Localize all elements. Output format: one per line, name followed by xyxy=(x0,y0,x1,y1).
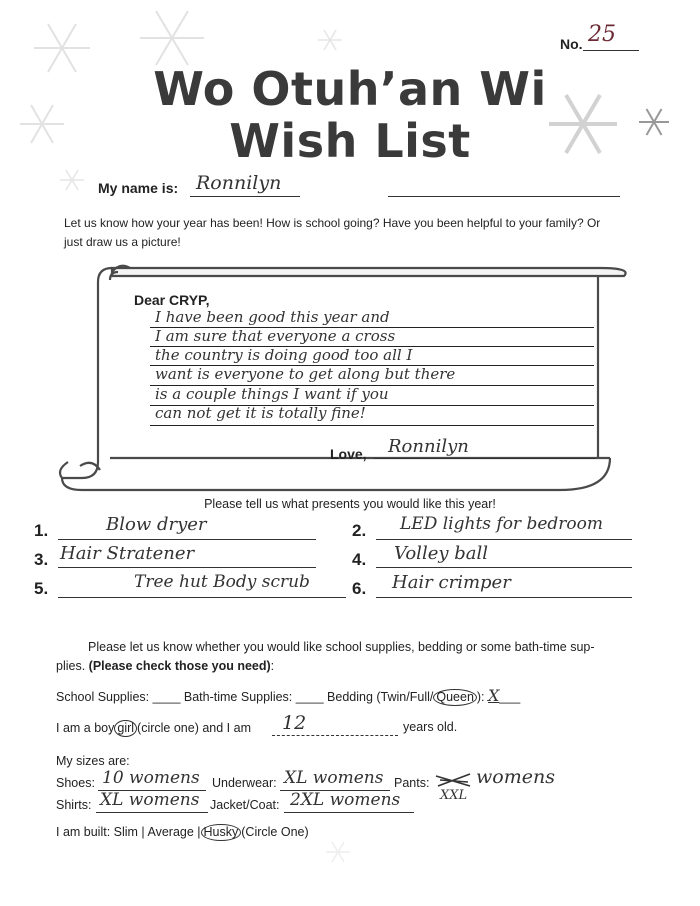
page-title: Wo Otuh’an Wi xyxy=(153,62,547,116)
present-underline xyxy=(58,567,316,568)
sizes-heading: My sizes are: xyxy=(56,754,130,768)
supplies-checklist xyxy=(56,686,520,706)
present-item: Hair crimper xyxy=(392,572,511,593)
present-number: 1. xyxy=(34,521,49,540)
jacket-value: 2XL womens xyxy=(290,790,401,810)
letter-signature: Ronnilyn xyxy=(388,436,469,457)
supplies-prompt-line-1: Please let us know whether you would like school supplies, bedding or some bath-time sup- xyxy=(88,640,595,654)
name-value: Ronnilyn xyxy=(196,172,282,194)
pants-value: womens xyxy=(476,766,555,788)
shoes-value: 10 womens xyxy=(102,768,200,788)
present-number: 5. xyxy=(34,579,49,598)
present-number: 2. xyxy=(352,521,367,540)
name-label: My name is: xyxy=(98,180,179,196)
letter-line: want is everyone to get along but there xyxy=(155,365,456,383)
present-number: 6. xyxy=(352,579,367,598)
signature-underline xyxy=(374,458,596,459)
jacket-label: Jacket/Coat: xyxy=(210,798,280,812)
letter-line: the country is doing good too all I xyxy=(155,346,413,364)
build-prefix: I am built: Slim | Average | xyxy=(56,825,201,839)
shirts-underline xyxy=(96,812,208,813)
present-item: Volley ball xyxy=(394,543,489,564)
bedding-queen-circled: Queen xyxy=(433,689,477,706)
present-underline xyxy=(58,539,316,540)
present-underline xyxy=(58,597,346,598)
letter-line: can not get it is totally fine! xyxy=(155,404,366,422)
number-label: No. xyxy=(560,36,583,52)
present-item: LED lights for bedroom xyxy=(400,514,603,534)
underwear-label: Underwear: xyxy=(212,776,277,790)
shoes-label: Shoes: xyxy=(56,776,95,790)
identity-line xyxy=(56,720,251,737)
pants-label: Pants: xyxy=(394,776,430,790)
age-value: 12 xyxy=(282,712,307,734)
school-supplies-label: School Supplies: ____ xyxy=(56,690,181,704)
bedding-label: Bedding (Twin/Full/ xyxy=(327,690,434,704)
supplies-prompt-suffix: : xyxy=(270,659,275,673)
present-item: Tree hut Body scrub xyxy=(134,572,310,592)
bath-supplies-label: Bath-time Supplies: ____ xyxy=(183,690,324,704)
build-line xyxy=(56,824,309,841)
supplies-prompt-line-2 xyxy=(56,659,274,673)
letter-line: I have been good this year and xyxy=(155,308,390,326)
letter-line: I am sure that everyone a cross xyxy=(155,327,396,345)
present-number: 3. xyxy=(34,550,49,569)
presents-prompt: Please tell us what presents you would like this year! xyxy=(204,497,496,511)
build-husky-circled: Husky xyxy=(201,824,242,841)
present-item: Hair Stratener xyxy=(60,543,195,564)
present-number: 4. xyxy=(352,550,367,569)
letter-rule xyxy=(150,425,594,426)
build-suffix: (Circle One) xyxy=(241,825,309,839)
present-underline xyxy=(376,597,632,598)
bedding-trail: ___ xyxy=(499,690,521,704)
letter-line: is a couple things I want if you xyxy=(155,385,389,403)
jacket-underline xyxy=(284,812,414,813)
present-item: Blow dryer xyxy=(106,514,207,535)
identity-suffix: years old. xyxy=(403,720,458,734)
present-underline xyxy=(376,539,632,540)
age-underline xyxy=(272,735,398,736)
prompt-line-2: just draw us a picture! xyxy=(64,235,181,249)
gender-girl-circled: girl xyxy=(114,720,137,737)
shirts-value: XL womens xyxy=(100,790,200,810)
letter-closing: Love, xyxy=(330,446,367,462)
supplies-prompt-bold: (Please check those you need) xyxy=(88,659,271,673)
supplies-prompt-prefix: plies. xyxy=(56,659,89,673)
bedding-check-mark: X xyxy=(488,686,500,705)
bedding-label-suffix: ): xyxy=(476,690,488,704)
identity-prefix: I am a boy xyxy=(56,721,115,735)
shirts-label: Shirts: xyxy=(56,798,92,812)
identity-middle: (circle one) and I am xyxy=(137,721,251,735)
page-subtitle: Wish List xyxy=(229,114,471,168)
number-value: 25 xyxy=(588,22,616,47)
present-underline xyxy=(376,567,632,568)
prompt-line-1: Let us know how your year has been! How is school going? Have you been helpful to your family? Or xyxy=(64,216,601,230)
pants-correction: XXL xyxy=(440,788,468,803)
underwear-value: XL womens xyxy=(284,768,384,788)
letter-greeting: Dear CRYP, xyxy=(134,292,210,308)
